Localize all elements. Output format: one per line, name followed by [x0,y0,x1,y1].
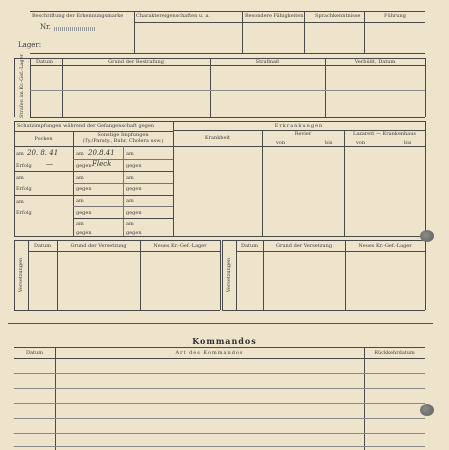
label-nr: Nr. [40,23,51,31]
label-pocken-am: am [16,199,24,205]
rule [14,433,425,434]
rule [220,240,221,310]
rule [210,58,211,117]
label-revier: Revier [294,131,312,137]
rule [14,240,15,310]
rule [262,130,263,236]
hand-pocken-date: 20. 8. 41 [27,149,59,157]
label-sonst-am2: am [126,151,134,157]
label-sonst-am2: am [126,198,134,204]
rule [14,418,425,419]
rule [222,240,425,241]
label-strafen-side: Strafen im Kr.-Gef.-Lager [19,54,25,118]
rule [14,121,425,122]
label-strafen-datum: Datum [36,59,53,65]
rule [134,11,135,53]
rule [242,11,243,53]
label-pocken-erfolg: Erfolg [16,163,32,169]
rule [345,240,346,310]
label-sonstige-sub: (Ty./Paraty., Ruhr, Cholera usw.) [82,138,164,144]
label-vers-grund-2: Grund der Versetzung [275,243,333,249]
label-kommando-datum: Datum [26,350,43,356]
rule [57,240,58,310]
label-kommando-rueck: Rückkehrdatum [374,350,415,356]
label-pocken-am: am [16,151,24,157]
label-lager: Lager: [18,41,42,49]
rule [14,388,425,389]
nr-field[interactable] [54,27,96,31]
label-sonst-am: am [76,175,84,181]
rule [73,159,173,160]
label-sonst-am: am [76,221,84,227]
kommandos-title: Kommandos [192,336,257,346]
hand-sonst-date: 20.8.41 [88,149,115,157]
punch-hole [420,404,434,416]
rule [73,206,173,207]
label-vers-grund-1: Grund der Versetzung [70,243,127,249]
rule [425,240,426,310]
label-sonst-gegen2: gegen [126,210,142,216]
rule [14,403,425,404]
rule [30,117,425,118]
rule [30,90,425,91]
label-pocken: Pocken [34,136,53,142]
label-sprachkenntnisse: Sprachkenntnisse [315,13,361,19]
rule [14,58,15,117]
rule [236,240,237,310]
label-revier-bis: bis [325,140,333,146]
rule [134,22,425,23]
rule [222,310,425,311]
label-versetzungen-side-2: Versetzungen [226,257,232,293]
label-charakter: Charaktereigenschaften u. a. [136,13,210,19]
label-sonst-gegen: gegen [76,230,92,236]
label-strafen-verbuesst: Verbüßt, Datum [354,59,396,65]
rule [222,240,223,310]
rule [14,310,220,311]
label-vers-neues-1: Neues Kr.-Gef.-Lager [153,243,207,249]
rule [73,183,173,184]
hand-pocken-erfolg: — [46,160,53,168]
rule [14,446,425,447]
label-kommando-art: Art des Kommandos [175,350,244,356]
rule [236,251,425,252]
label-strafen-strafmass: Strafmaß [255,59,280,65]
label-erkrankungen: Erkrankungen [274,123,324,129]
label-sonstige: Sonstige Impfungen [97,132,149,138]
label-pocken-am: am [16,175,24,181]
label-sonst-am2: am [126,175,134,181]
label-sonst-gegen2: gegen [126,230,142,236]
label-vers-datum-1: Datum [34,243,51,249]
rule [14,146,425,147]
rule [140,240,141,310]
label-versetzungen-side-1: Versetzungen [18,257,24,293]
label-strafen-grund: Grund der Bestrafung [108,59,164,65]
label-sonst-gegen2: gegen [126,163,142,169]
rule [325,58,326,117]
rule [425,58,426,117]
label-pocken-erfolg: Erfolg [16,210,32,216]
rule [14,373,425,374]
rule [14,236,425,237]
rule [30,58,31,117]
label-lazarett-von: von [356,140,366,146]
label-pocken-erfolg: Erfolg [16,186,32,192]
hand-sonst-gegen: Fleck [92,160,112,168]
label-sonst-am2: am [126,221,134,227]
label-faehigkeiten: Besondere Fähigkeiten [245,13,304,19]
label-lazarett-bis: bis [404,140,412,146]
rule [30,11,425,12]
label-lazarett: Lazarett — Krankenhaus [353,131,416,137]
rule [364,11,365,53]
divider [8,323,433,324]
rule [425,121,426,236]
label-erkennungsmarke: Beschriftung der Erkennungsmarke [32,13,124,19]
rule [263,240,264,310]
label-vers-datum-2: Datum [241,243,258,249]
label-revier-von: von [276,140,286,146]
rule [14,171,173,172]
label-sonst-gegen: gegen [76,210,92,216]
rule [28,240,29,310]
rule [364,347,365,450]
rule [14,195,173,196]
rule [62,58,63,117]
rule [14,240,220,241]
label-sonst-gegen: gegen [76,163,92,169]
label-impf-header: Schutzimpfungen während der Gefangenschaft gegen [17,123,155,129]
label-krankheit: Krankheit [204,135,231,141]
punch-hole [420,230,434,242]
rule [304,11,305,53]
label-sonst-gegen2: gegen [126,186,142,192]
rule [30,65,425,66]
label-sonst-am: am [76,151,84,157]
rule [30,53,425,54]
rule [344,130,345,236]
rule [73,218,173,219]
label-sonst-gegen: gegen [76,186,92,192]
rule [55,347,56,450]
label-sonst-am: am [76,198,84,204]
label-fuehrung: Führung [384,13,406,19]
label-vers-neues-2: Neues Kr.-Gef.-Lager [358,243,412,249]
